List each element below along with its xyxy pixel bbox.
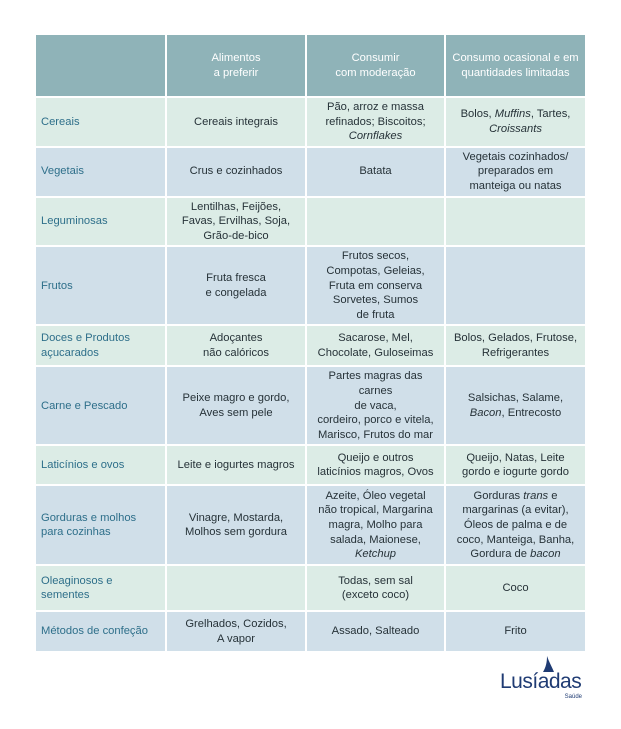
moderate-cell xyxy=(306,197,445,247)
occasional-cell xyxy=(445,246,586,325)
occasional-cell: Bolos, Muffins, Tartes, Croissants xyxy=(445,97,586,147)
prefer-cell: Fruta fresca e congelada xyxy=(166,246,306,325)
header-occasional: Consumo ocasional e em quantidades limitadas xyxy=(445,34,586,97)
moderate-cell: Assado, Salteado xyxy=(306,611,445,652)
occasional-cell: Coco xyxy=(445,565,586,611)
prefer-cell: Adoçantes não calóricos xyxy=(166,325,306,366)
header-moderate: Consumir com moderação xyxy=(306,34,445,97)
prefer-cell: Grelhados, Cozidos, A vapor xyxy=(166,611,306,652)
table-row xyxy=(35,445,586,485)
table-row xyxy=(35,246,586,325)
category-cell: Carne e Pescado xyxy=(35,366,166,445)
prefer-cell: Vinagre, Mostarda, Molhos sem gordura xyxy=(166,485,306,565)
table-row xyxy=(35,485,586,565)
table-row xyxy=(35,325,586,366)
occasional-cell xyxy=(445,197,586,247)
occasional-cell: Queijo, Natas, Leite gordo e iogurte gordo xyxy=(445,445,586,485)
table-row xyxy=(35,97,586,147)
table-row xyxy=(35,197,586,247)
moderate-cell: Pão, arroz e massa refinados; Biscoitos; Cornflakes xyxy=(306,97,445,147)
category-cell: Laticínios e ovos xyxy=(35,445,166,485)
occasional-cell: Salsichas, Salame, Bacon, Entrecosto xyxy=(445,366,586,445)
header-empty xyxy=(35,34,166,97)
category-cell: Cereais xyxy=(35,97,166,147)
category-cell: Leguminosas xyxy=(35,197,166,247)
table-row xyxy=(35,565,586,611)
moderate-cell: Queijo e outros laticínios magros, Ovos xyxy=(306,445,445,485)
prefer-cell: Lentilhas, Feijões, Favas, Ervilhas, Soja, Grão-de-bico xyxy=(166,197,306,247)
prefer-cell: Leite e iogurtes magros xyxy=(166,445,306,485)
category-cell: Oleaginosos e sementes xyxy=(35,565,166,611)
category-cell: Doces e Produtos açucarados xyxy=(35,325,166,366)
occasional-cell: Frito xyxy=(445,611,586,652)
table-row xyxy=(35,366,586,445)
prefer-cell: Crus e cozinhados xyxy=(166,147,306,197)
occasional-cell: Bolos, Gelados, Frutose, Refrigerantes xyxy=(445,325,586,366)
moderate-cell: Batata xyxy=(306,147,445,197)
moderate-cell: Sacarose, Mel, Chocolate, Guloseimas xyxy=(306,325,445,366)
prefer-cell xyxy=(166,565,306,611)
header-row xyxy=(35,34,586,97)
food-guide-table xyxy=(34,33,587,653)
category-cell: Frutos xyxy=(35,246,166,325)
logo-word: Lusíadas xyxy=(500,670,582,693)
moderate-cell: Todas, sem sal (exceto coco) xyxy=(306,565,445,611)
category-cell: Métodos de confeção xyxy=(35,611,166,652)
category-cell: Gorduras e molhos para cozinhas xyxy=(35,485,166,565)
table-row xyxy=(35,611,586,652)
occasional-cell: Gorduras trans e margarinas (a evitar), Óleos de palma e de coco, Manteiga, Banha, Gordura de bacon xyxy=(445,485,586,565)
header-prefer: Alimentos a preferir xyxy=(166,34,306,97)
occasional-cell: Vegetais cozinhados/ preparados em manteiga ou natas xyxy=(445,147,586,197)
prefer-cell: Peixe magro e gordo, Aves sem pele xyxy=(166,366,306,445)
category-cell: Vegetais xyxy=(35,147,166,197)
lusiadas-logo xyxy=(500,656,590,702)
prefer-cell: Cereais integrais xyxy=(166,97,306,147)
table-row xyxy=(35,147,586,197)
moderate-cell: Azeite, Óleo vegetal não tropical, Margarina magra, Molho para salada, Maionese, Ketchup xyxy=(306,485,445,565)
moderate-cell: Frutos secos, Compotas, Geleias, Fruta em conserva Sorvetes, Sumos de fruta xyxy=(306,246,445,325)
logo-sub: Saúde xyxy=(564,694,582,700)
moderate-cell: Partes magras das carnes de vaca, cordeiro, porco e vitela, Marisco, Frutos do mar xyxy=(306,366,445,445)
